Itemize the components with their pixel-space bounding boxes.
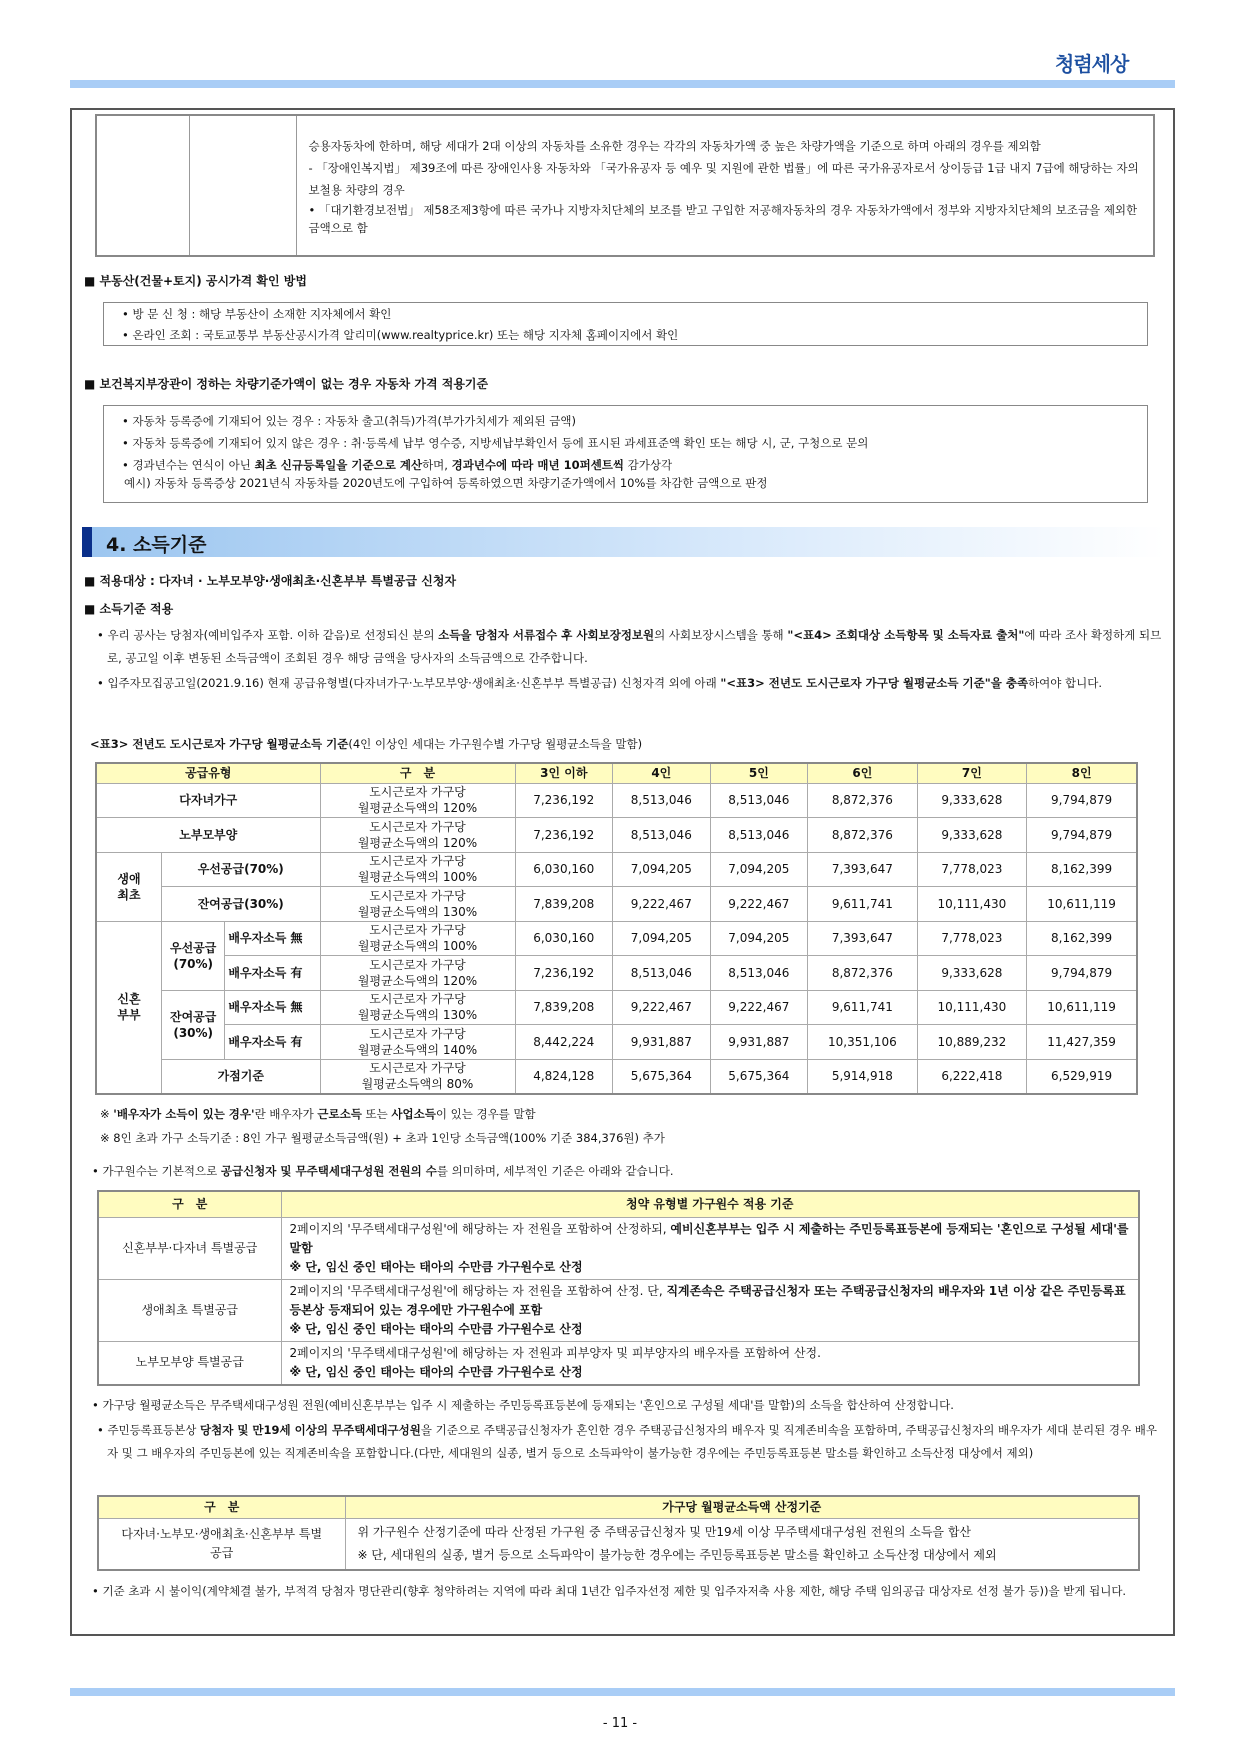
desc-line: 도시근로자 가구당 bbox=[369, 819, 466, 834]
caption-bold: <표3> 전년도 도시근로자 가구당 월평균소득 기준 bbox=[90, 737, 349, 751]
row-label: 노부모부양 특별공급 bbox=[98, 1341, 281, 1385]
desc-line: 도시근로자 가구당 bbox=[369, 957, 466, 972]
text: 2페이지의 '무주택세대구성원'에 해당하는 자 전원을 포함하여 산정하되, bbox=[289, 1221, 671, 1236]
text: 경과년수에 따라 매년 10퍼센트씩 bbox=[451, 458, 625, 472]
column-header: 가구당 월평균소득액 산정기준 bbox=[345, 1496, 1139, 1518]
income-value: 6,222,418 bbox=[917, 1059, 1027, 1094]
income-value: 7,393,647 bbox=[808, 921, 918, 956]
column-header: 7인 bbox=[917, 763, 1027, 783]
income-value: 7,236,192 bbox=[515, 818, 613, 853]
text: 하여야 합니다. bbox=[1028, 676, 1103, 690]
income-value: 7,094,205 bbox=[613, 852, 711, 887]
income-value: 8,872,376 bbox=[808, 956, 918, 991]
column-header: 구 분 bbox=[320, 763, 515, 783]
income-description bbox=[320, 921, 515, 956]
income-value: 9,794,879 bbox=[1027, 818, 1137, 853]
apply-heading: ■ 소득기준 적용 bbox=[84, 600, 173, 617]
note-line: ※ 단, 임신 중인 태아는 태아의 수만큼 가구원수로 산정 bbox=[289, 1321, 583, 1336]
income-value: 10,611,119 bbox=[1027, 990, 1137, 1025]
supply-type: 노부모부양 bbox=[96, 818, 320, 853]
income-description bbox=[320, 783, 515, 818]
text: 에 따라 조사 확정하게 되므로, 공고일 이후 변동된 소득금액이 조회된 경우 해당 금액을 당사자의 소득금액으로 간주합니다. bbox=[107, 628, 1162, 665]
income-value: 7,839,208 bbox=[515, 887, 613, 922]
text: 소득을 당첨자 서류접수 후 사회보장정보원 bbox=[438, 628, 655, 642]
text: 사업소득 bbox=[391, 1107, 436, 1121]
income-value: 7,236,192 bbox=[515, 956, 613, 991]
page-number: - 11 - bbox=[602, 1716, 638, 1731]
text: 하며, bbox=[422, 458, 452, 472]
desc-line: 월평균소득액의 130% bbox=[357, 904, 478, 919]
text: 최초 신규등록일을 기준으로 계산 bbox=[254, 458, 423, 472]
text: 을 기준으로 주택공급신청자가 혼인한 경우 주택공급신청자의 배우자 및 직계존비속을 포함하며, 주택공급신청자의 배우자가 세대 분리된 경우 배우자 및 그 배우자의 주민등본에 있는 직계존비속을 포함합니다.(다만, 세대원의 실종, 별거 등으로 소득파악이 불가능한 경우에는 주민등록표등본 말소를 확인하고 소득산정 대상에서 제외) bbox=[107, 1423, 1157, 1460]
income-value: 8,513,046 bbox=[613, 818, 711, 853]
group-label-newlywed: 신혼 부부 bbox=[96, 921, 162, 1094]
footer-bar bbox=[70, 1688, 1175, 1696]
text: 입주자모집공고일(2021.9.16) 현재 공급유형별(다자녀가구·노부모부양·생애최초·신혼부부 특별공급) 신청자격 외에 아래 bbox=[107, 676, 721, 690]
income-value: 5,675,364 bbox=[613, 1059, 711, 1094]
text: 주민등록표등본상 bbox=[107, 1423, 200, 1437]
list-item: • 자동차 등록증에 기재되어 있는 경우 : 자동차 출고(취득)가격(부가가치세가 제외된 금액) bbox=[118, 410, 1133, 432]
caption-rest: (4인 이상인 세대는 가구원수별 가구당 월평균소득을 말함) bbox=[348, 737, 643, 751]
income-value: 8,513,046 bbox=[710, 956, 808, 991]
text: 또는 bbox=[361, 1107, 392, 1121]
income-value: 10,111,430 bbox=[917, 990, 1027, 1025]
income-description bbox=[320, 990, 515, 1025]
column-header: 4인 bbox=[613, 763, 711, 783]
desc-line: 월평균소득액의 120% bbox=[357, 801, 478, 816]
table-row bbox=[96, 1025, 1137, 1060]
income-value: 6,529,919 bbox=[1027, 1059, 1137, 1094]
text-line bbox=[290, 1282, 1131, 1320]
income-value: 9,611,741 bbox=[808, 887, 918, 922]
group-label-first-time: 생애 최초 bbox=[96, 852, 162, 921]
desc-line: 월평균소득액의 80% bbox=[361, 1077, 474, 1091]
income-value: 9,222,467 bbox=[613, 887, 711, 922]
criteria-text bbox=[296, 115, 1154, 256]
income-value: 5,914,918 bbox=[808, 1059, 918, 1094]
table-row bbox=[96, 1059, 1137, 1094]
row-content bbox=[281, 1279, 1139, 1341]
income-value: 10,111,430 bbox=[917, 887, 1027, 922]
text: 가구원수는 기본적으로 bbox=[102, 1164, 221, 1178]
table-row bbox=[96, 783, 1137, 818]
income-description bbox=[320, 887, 515, 922]
income-value: 8,872,376 bbox=[808, 818, 918, 853]
table-caption bbox=[90, 736, 642, 752]
table-row bbox=[96, 990, 1137, 1025]
income-value: 7,094,205 bbox=[613, 921, 711, 956]
desc-line: 월평균소득액의 130% bbox=[357, 1008, 478, 1023]
income-value: 9,222,467 bbox=[710, 887, 808, 922]
text: 란 배우자가 bbox=[254, 1107, 318, 1121]
income-value: 10,351,106 bbox=[808, 1025, 918, 1060]
table-row bbox=[98, 1279, 1139, 1341]
table-row bbox=[98, 1341, 1139, 1385]
income-value: 9,794,879 bbox=[1027, 956, 1137, 991]
income-value: 6,030,160 bbox=[515, 852, 613, 887]
table-row bbox=[96, 921, 1137, 956]
column-header: 청약 유형별 가구원수 적용 기준 bbox=[281, 1191, 1139, 1217]
income-calc-table bbox=[97, 1495, 1140, 1571]
example-text: 예시) 자동차 등록증상 2021년식 자동차를 2020년도에 구입하여 등록하였으면 차량기준가액에서 10%를 차감한 금액으로 판정 bbox=[124, 476, 768, 490]
supply-type: 가점기준 bbox=[162, 1059, 321, 1094]
table-row bbox=[96, 887, 1137, 922]
list-item: • 온라인 조회 : 국토교통부 부동산공시가격 알리미(www.realtyprice.kr) 또는 해당 지자체 홈페이지에서 확인 bbox=[118, 325, 1133, 346]
income-value: 8,162,399 bbox=[1027, 852, 1137, 887]
text-line: • 「대기환경보전법」 제58조제3항에 따른 국가나 지방자치단체의 보조를 받고 구입한 저공해자동차의 경우 자동차가액에서 정부와 지방자치단체의 보조금을 제외한 금액으로 함 bbox=[308, 202, 1138, 235]
text-line: 승용자동차에 한하며, 해당 세대가 2대 이상의 자동차를 소유한 경우는 각각의 자동차가액 중 높은 차량가액을 기준으로 하며 아래의 경우를 제외함 bbox=[308, 138, 1041, 153]
income-value: 7,393,647 bbox=[808, 852, 918, 887]
income-value: 4,824,128 bbox=[515, 1059, 613, 1094]
supply-type: 우선공급(70%) bbox=[162, 852, 321, 887]
spouse-income-type: 배우자소득 有 bbox=[225, 956, 320, 991]
table-row bbox=[96, 852, 1137, 887]
row-label: 다자녀·노부모·생애최초·신혼부부 특별공급 bbox=[98, 1518, 345, 1570]
income-description bbox=[320, 818, 515, 853]
column-header: 8인 bbox=[1027, 763, 1137, 783]
column-header: 3인 이하 bbox=[515, 763, 613, 783]
text: 이 있는 경우를 말함 bbox=[435, 1107, 536, 1121]
text: 공급신청자 및 무주택세대구성원 전원의 수 bbox=[220, 1164, 437, 1178]
vehicle-box bbox=[103, 405, 1148, 503]
income-description bbox=[320, 852, 515, 887]
income-value: 9,333,628 bbox=[917, 783, 1027, 818]
income-description bbox=[320, 956, 515, 991]
empty-cell bbox=[96, 115, 189, 256]
table-row bbox=[96, 818, 1137, 853]
income-value: 9,333,628 bbox=[917, 818, 1027, 853]
desc-line: 월평균소득액의 100% bbox=[357, 939, 478, 954]
text-line: 위 가구원수 산정기준에 따라 산정된 가구원 중 주택공급신청자 및 만19세 이상 무주택세대구성원 전원의 소득을 합산 bbox=[357, 1524, 971, 1539]
desc-line: 도시근로자 가구당 bbox=[369, 888, 466, 903]
column-header: 5인 bbox=[710, 763, 808, 783]
income-value: 7,778,023 bbox=[917, 852, 1027, 887]
income-value: 8,162,399 bbox=[1027, 921, 1137, 956]
income-value: 9,222,467 bbox=[710, 990, 808, 1025]
income-value: 8,513,046 bbox=[613, 956, 711, 991]
text: ※ bbox=[100, 1107, 114, 1121]
list-item: • 자동차 등록증에 기재되어 있지 않은 경우 : 취·등록세 납부 영수증, 지방세납부확인서 등에 표시된 과세표준액 확인 또는 해당 시, 군, 구청으로 문의 bbox=[118, 432, 1133, 454]
income-value: 10,611,119 bbox=[1027, 887, 1137, 922]
text: 의 사회보장시스템을 통해 bbox=[654, 628, 788, 642]
real-estate-heading: ■ 부동산(건물+토지) 공시가격 확인 방법 bbox=[84, 272, 307, 289]
row-label: 신혼부부·다자녀 특별공급 bbox=[98, 1217, 281, 1279]
income-standard-table bbox=[95, 762, 1138, 1095]
income-value: 5,675,364 bbox=[710, 1059, 808, 1094]
note-line: ※ 단, 임신 중인 태아는 태아의 수만큼 가구원수로 산정 bbox=[289, 1259, 583, 1274]
text: 를 의미하며, 세부적인 기준은 아래와 같습니다. bbox=[436, 1164, 674, 1178]
household-bullet bbox=[88, 1163, 674, 1179]
row-content bbox=[281, 1217, 1139, 1279]
desc-line: 도시근로자 가구당 bbox=[369, 854, 466, 869]
spouse-income-type: 배우자소득 無 bbox=[225, 921, 320, 956]
target-heading: ■ 적용대상 : 다자녀 · 노부모부양·생애최초·신혼부부 특별공급 신청자 bbox=[84, 572, 456, 589]
income-value: 7,236,192 bbox=[515, 783, 613, 818]
column-header: 구 분 bbox=[98, 1496, 345, 1518]
income-value: 6,030,160 bbox=[515, 921, 613, 956]
table-row bbox=[98, 1217, 1139, 1279]
income-value: 8,442,224 bbox=[515, 1025, 613, 1060]
income-value: 7,839,208 bbox=[515, 990, 613, 1025]
desc-line: 도시근로자 가구당 bbox=[369, 923, 466, 938]
income-value: 9,611,741 bbox=[808, 990, 918, 1025]
text-line: - 「장애인복지법」 제39조에 따른 장애인사용 자동차와 「국가유공자 등 예우 및 지원에 관한 법률」에 따른 국가유공자로서 상이등급 1급 내지 7급에 해당하는 자의 보철용 차량의 경우 bbox=[308, 160, 1139, 197]
income-value: 11,427,359 bbox=[1027, 1025, 1137, 1060]
table-row bbox=[96, 956, 1137, 991]
text: '배우자가 소득이 있는 경우' bbox=[113, 1107, 255, 1121]
vehicle-criteria-table-continued bbox=[95, 114, 1155, 257]
text: 직계존속은 주택공급신청자 또는 주택공급신청자의 배우자와 1년 이상 같은 주민등록표등본상 등재되어 있는 경우에만 가구원수에 포함 bbox=[289, 1283, 1126, 1317]
row-label: 생애최초 특별공급 bbox=[98, 1279, 281, 1341]
group-label-remaining: 잔여공급 (30%) bbox=[162, 990, 225, 1059]
text: 경과년수는 연식이 아닌 bbox=[132, 458, 255, 472]
text-line: ※ 단, 세대원의 실종, 별거 등으로 소득파악이 불가능한 경우에는 주민등록표등본 말소를 확인하고 소득산정 대상에서 제외 bbox=[357, 1547, 997, 1562]
income-calc-bullet-2 bbox=[93, 1419, 1168, 1465]
real-estate-box bbox=[103, 302, 1148, 346]
logo-text: 청렴세상 bbox=[1055, 52, 1129, 76]
note-line: ※ 단, 임신 중인 태아는 태아의 수만큼 가구원수로 산정 bbox=[289, 1364, 583, 1379]
row-content bbox=[345, 1518, 1139, 1570]
supply-type: 잔여공급(30%) bbox=[162, 887, 321, 922]
desc-line: 도시근로자 가구당 bbox=[369, 785, 466, 800]
income-description bbox=[320, 1059, 515, 1094]
income-bullet-1 bbox=[93, 624, 1163, 670]
income-value: 8,872,376 bbox=[808, 783, 918, 818]
list-item bbox=[118, 454, 1133, 476]
income-value: 9,222,467 bbox=[613, 990, 711, 1025]
list-item: • 방 문 신 청 : 해당 부동산이 소재한 지자체에서 확인 bbox=[118, 304, 1133, 325]
income-value: 8,513,046 bbox=[613, 783, 711, 818]
column-header: 공급유형 bbox=[96, 763, 320, 783]
spouse-income-type: 배우자소득 有 bbox=[225, 1025, 320, 1060]
column-header: 구 분 bbox=[98, 1191, 281, 1217]
text: 감가상각 bbox=[624, 458, 673, 472]
text: 근로소득 bbox=[317, 1107, 362, 1121]
text: "<표3> 전년도 도시근로자 가구당 월평균소득 기준"을 충족 bbox=[720, 676, 1029, 690]
empty-cell bbox=[189, 115, 296, 256]
vehicle-heading: ■ 보건복지부장관이 정하는 차량기준가액이 없는 경우 자동차 가격 적용기준 bbox=[84, 375, 488, 392]
desc-line: 월평균소득액의 100% bbox=[357, 870, 478, 885]
income-calc-bullet-1: • 가구당 월평균소득은 무주택세대구성원 전원(예비신혼부부는 입주 시 제출하는 주민등록표등본에 등재되는 '혼인으로 구성될 세대'를 말함)의 소득을 합산하여 산정합니다. bbox=[88, 1394, 1168, 1417]
income-value: 8,513,046 bbox=[710, 818, 808, 853]
household-count-table bbox=[97, 1190, 1140, 1386]
note-2: ※ 8인 초과 가구 소득기준 : 8인 가구 월평균소득금액(원) + 초과 1인당 소득금액(100% 기준 384,376원) 추가 bbox=[100, 1131, 665, 1145]
text: 2페이지의 '무주택세대구성원'에 해당하는 자 전원과 피부양자 및 피부양자의 배우자를 포함하여 산정. bbox=[289, 1345, 821, 1360]
text: 2페이지의 '무주택세대구성원'에 해당하는 자 전원을 포함하여 산정. 단, bbox=[289, 1283, 667, 1298]
logo bbox=[1055, 48, 1128, 77]
header-bar bbox=[70, 80, 1175, 88]
spouse-income-type: 배우자소득 無 bbox=[225, 990, 320, 1025]
income-value: 9,794,879 bbox=[1027, 783, 1137, 818]
income-value: 9,333,628 bbox=[917, 956, 1027, 991]
text: 우리 공사는 당첨자(예비입주자 포함. 이하 같음)로 선정되신 분의 bbox=[107, 628, 439, 642]
text: "<표4> 조회대상 소득항목 및 소득자료 출처" bbox=[787, 628, 1025, 642]
desc-line: 도시근로자 가구당 bbox=[369, 1026, 466, 1041]
income-value: 7,778,023 bbox=[917, 921, 1027, 956]
penalty-bullet: • 기준 초과 시 불이익(계약체결 불가, 부적격 당첨자 명단관리(향후 청약하려는 지역에 따라 최대 1년간 입주자선정 제한 및 입주자저축 사용 제한, 해당 주택 임의공급 대상자로 선정 불가 등))을 받게 됩니다. bbox=[88, 1580, 1168, 1603]
income-bullet-2 bbox=[93, 672, 1163, 695]
income-value: 7,094,205 bbox=[710, 852, 808, 887]
table-header-row bbox=[96, 763, 1137, 783]
desc-line: 도시근로자 가구당 bbox=[369, 1061, 466, 1075]
row-content bbox=[281, 1341, 1139, 1385]
income-value: 10,889,232 bbox=[917, 1025, 1027, 1060]
column-header: 6인 bbox=[808, 763, 918, 783]
group-label-priority: 우선공급 (70%) bbox=[162, 921, 225, 990]
desc-line: 월평균소득액의 140% bbox=[357, 1042, 478, 1057]
text: 예비신혼부부는 입주 시 제출하는 주민등록표등본에 등재되는 '혼인으로 구성될 세대'를 말함 bbox=[289, 1221, 1129, 1255]
desc-line: 월평균소득액의 120% bbox=[357, 973, 478, 988]
text-line bbox=[290, 1344, 1131, 1363]
income-value: 9,931,887 bbox=[710, 1025, 808, 1060]
text: 당첨자 및 만19세 이상의 무주택세대구성원 bbox=[199, 1423, 421, 1437]
supply-type: 다자녀가구 bbox=[96, 783, 320, 818]
income-value: 9,931,887 bbox=[613, 1025, 711, 1060]
income-description bbox=[320, 1025, 515, 1060]
income-value: 8,513,046 bbox=[710, 783, 808, 818]
income-value: 7,094,205 bbox=[710, 921, 808, 956]
table-row bbox=[98, 1518, 1139, 1570]
text-line bbox=[290, 1220, 1131, 1258]
desc-line: 도시근로자 가구당 bbox=[369, 992, 466, 1007]
section-title: 4. 소득기준 bbox=[82, 527, 1165, 557]
note-1 bbox=[100, 1106, 536, 1122]
desc-line: 월평균소득액의 120% bbox=[357, 835, 478, 850]
